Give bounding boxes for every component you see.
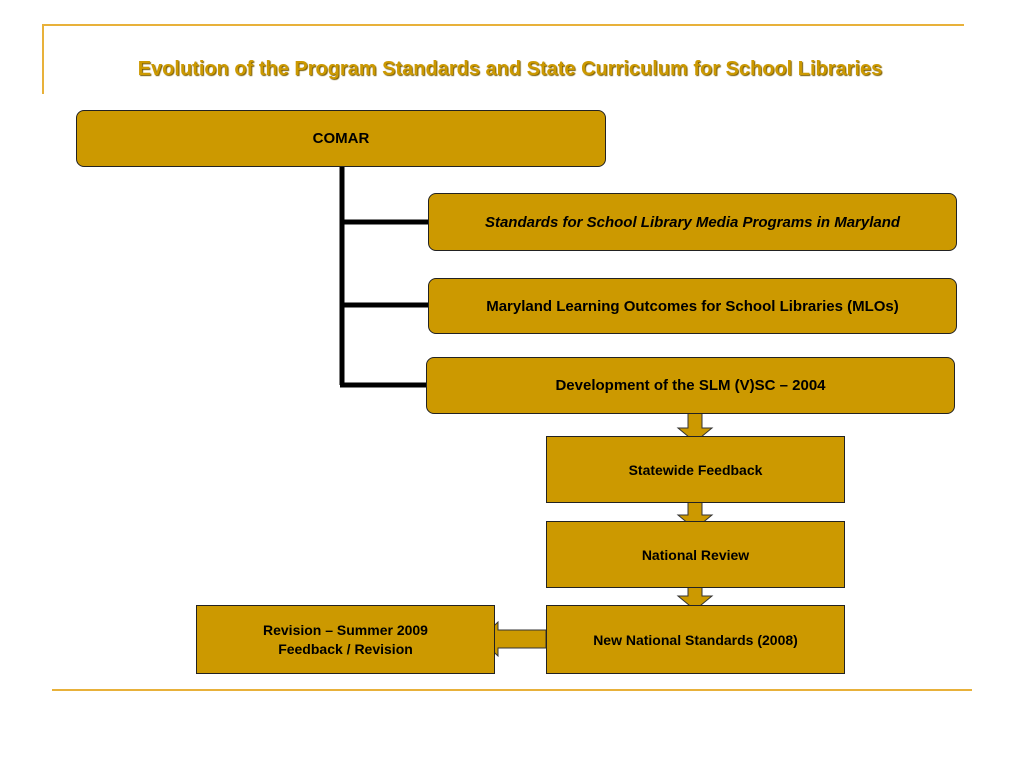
- node-development: [426, 357, 955, 414]
- node-new-national-standards: [546, 605, 845, 674]
- node-development-label: Development of the SLM (V)SC – 2004: [555, 377, 826, 394]
- bracket-connector: [340, 167, 428, 385]
- node-standards: [428, 193, 957, 251]
- slide-title: Evolution of the Program Standards and State Curriculum for School Libraries: [137, 58, 883, 80]
- node-revision-line2: Feedback / Revision: [278, 640, 413, 657]
- node-statewide-feedback: [546, 436, 845, 503]
- node-comar: [76, 110, 606, 167]
- node-national-review: [546, 521, 845, 588]
- node-standards-label: Standards for School Library Media Programs in Maryland: [484, 213, 901, 231]
- node-statewide-feedback-label: Statewide Feedback: [628, 461, 763, 478]
- node-mlos-label: Maryland Learning Outcomes for School Libraries (MLOs): [486, 297, 899, 315]
- node-national-review-label: National Review: [641, 546, 750, 563]
- node-comar-label: COMAR: [312, 130, 370, 147]
- node-new-national-standards-label: New National Standards (2008): [593, 631, 798, 648]
- node-mlos: [428, 278, 957, 334]
- node-revision: [196, 605, 495, 674]
- node-revision-line1: Revision – Summer 2009: [263, 621, 428, 638]
